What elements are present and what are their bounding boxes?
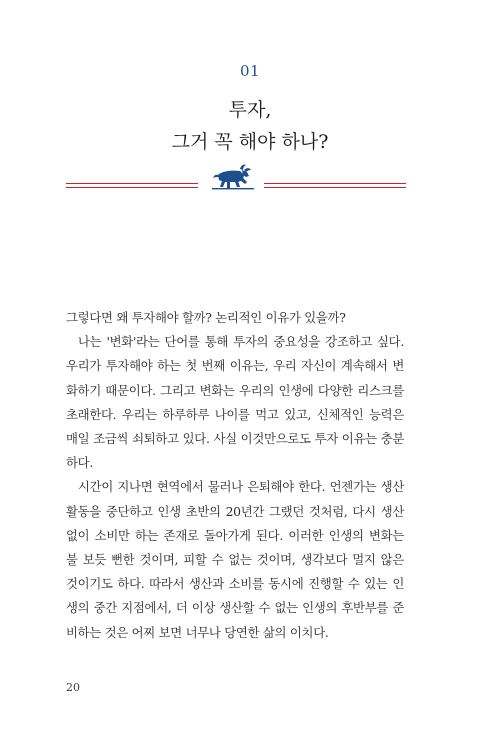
body-text bbox=[66, 306, 404, 645]
paragraph-1: 그렇다면 왜 투자해야 할까? 논리적인 이유가 있을까? bbox=[66, 310, 346, 325]
chapter-title bbox=[0, 94, 500, 158]
divider-line-right bbox=[264, 183, 406, 188]
paragraph-3: 시간이 지나면 현역에서 물러나 은퇴해야 한다. 언젠가는 생산 활동을 중단하고 인생 초반의 20년간 그랬던 것처럼, 다시 생산 없이 소비만 하는 존재로 돌아가게 된다. 이러한 인생의 변화는 불 보듯 뻔한 것이며, 피할 수 없는 것이며, 생각보다 멀지 않은 것이기도 하다. 따라서 생산과 소비를 동시에 진행할 수 있는 인생의 중간 지점에서, 더 이상 생산할 수 없는 인생의 후반부를 준비하는 것은 어찌 보면 너무나 당연한 삶의 이치다. bbox=[66, 479, 404, 640]
chapter-title-line-2: 그거 꼭 해야 하나? bbox=[171, 131, 329, 153]
title-divider bbox=[66, 163, 406, 193]
chapter-number: 01 bbox=[239, 62, 261, 80]
chapter-title-line-1: 투자, bbox=[228, 99, 272, 121]
page-number: 20 bbox=[66, 681, 80, 694]
paragraph-2: 나는 '변화'라는 단어를 통해 투자의 중요성을 강조하고 싶다. 우리가 투자해야 하는 첫 번째 이유는, 우리 자신이 계속해서 변화하기 때문이다. 그리고 변화는 우리의 인생에 다양한 리스크를 초래한다. 우리는 하루하루 나이를 먹고 있고, 신체적인 능력은 매일 조금씩 쇠퇴하고 있다. 사실 이것만으로도 투자 이유는 충분하다. bbox=[66, 334, 404, 471]
bull-icon bbox=[210, 163, 256, 191]
divider-line-left bbox=[66, 183, 198, 188]
